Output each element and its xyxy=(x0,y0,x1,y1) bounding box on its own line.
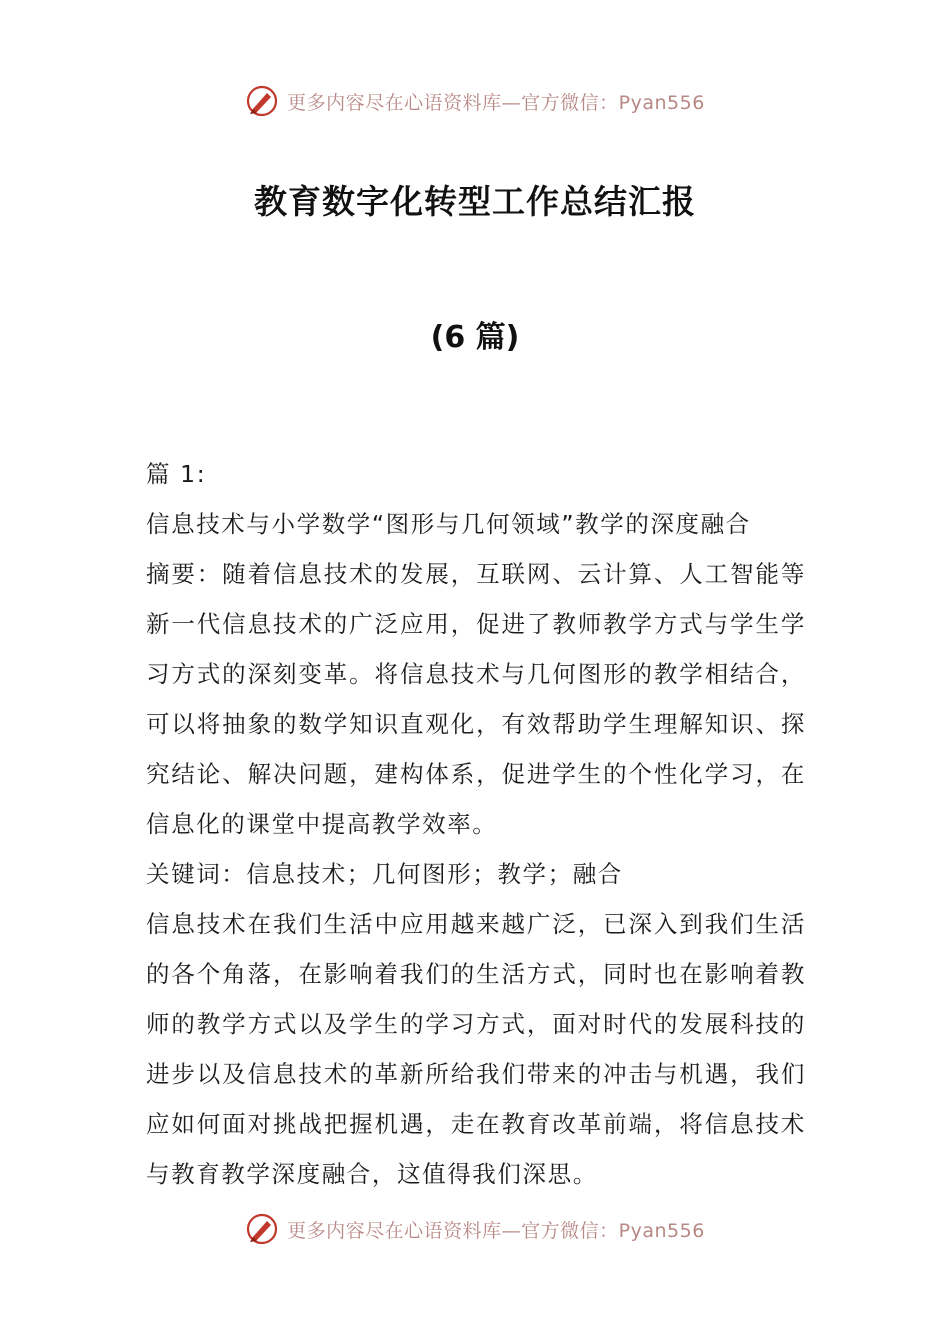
pen-icon xyxy=(245,84,279,118)
document-title: 教育数字化转型工作总结汇报 xyxy=(254,182,696,221)
pen-icon xyxy=(245,1212,279,1246)
watermark-id: Pyan556 xyxy=(618,1219,705,1242)
watermark-id: Pyan556 xyxy=(618,91,705,114)
watermark-label: 更多内容尽在心语资料库—官方微信： xyxy=(287,1219,619,1242)
watermark-label: 更多内容尽在心语资料库—官方微信： xyxy=(287,91,619,114)
watermark-footer xyxy=(0,1212,950,1246)
watermark-text xyxy=(287,1216,705,1243)
document-body xyxy=(146,449,806,1199)
paragraph: 关键词：信息技术；几何图形；教学；融合 xyxy=(146,860,623,888)
document-subtitle: (6 篇) xyxy=(430,320,520,355)
paragraph: 摘要：随着信息技术的发展，互联网、云计算、人工智能等新一代信息技术的广泛应用，促进了教师教学方式与学生学习方式的深刻变革。将信息技术与几何图形的教学相结合，可以将抽象的数学知识直观化，有效帮助学生理解知识、探究结论、解决问题，建构体系，促进学生的个性化学习，在信息化的课堂中提高教学效率。 xyxy=(146,560,806,838)
section-label: 篇 1: xyxy=(146,460,207,488)
paragraph: 信息技术在我们生活中应用越来越广泛，已深入到我们生活的各个角落，在影响着我们的生活方式，同时也在影响着教师的教学方式以及学生的学习方式，面对时代的发展科技的进步以及信息技术的革新所给我们带来的冲击与机遇，我们应如何面对挑战把握机遇，走在教育改革前端，将信息技术与教育教学深度融合，这值得我们深思。 xyxy=(146,910,806,1188)
watermark-text xyxy=(287,88,705,115)
paragraph: 信息技术与小学数学“图形与几何领域”教学的深度融合 xyxy=(146,510,751,538)
watermark-header xyxy=(0,84,950,118)
